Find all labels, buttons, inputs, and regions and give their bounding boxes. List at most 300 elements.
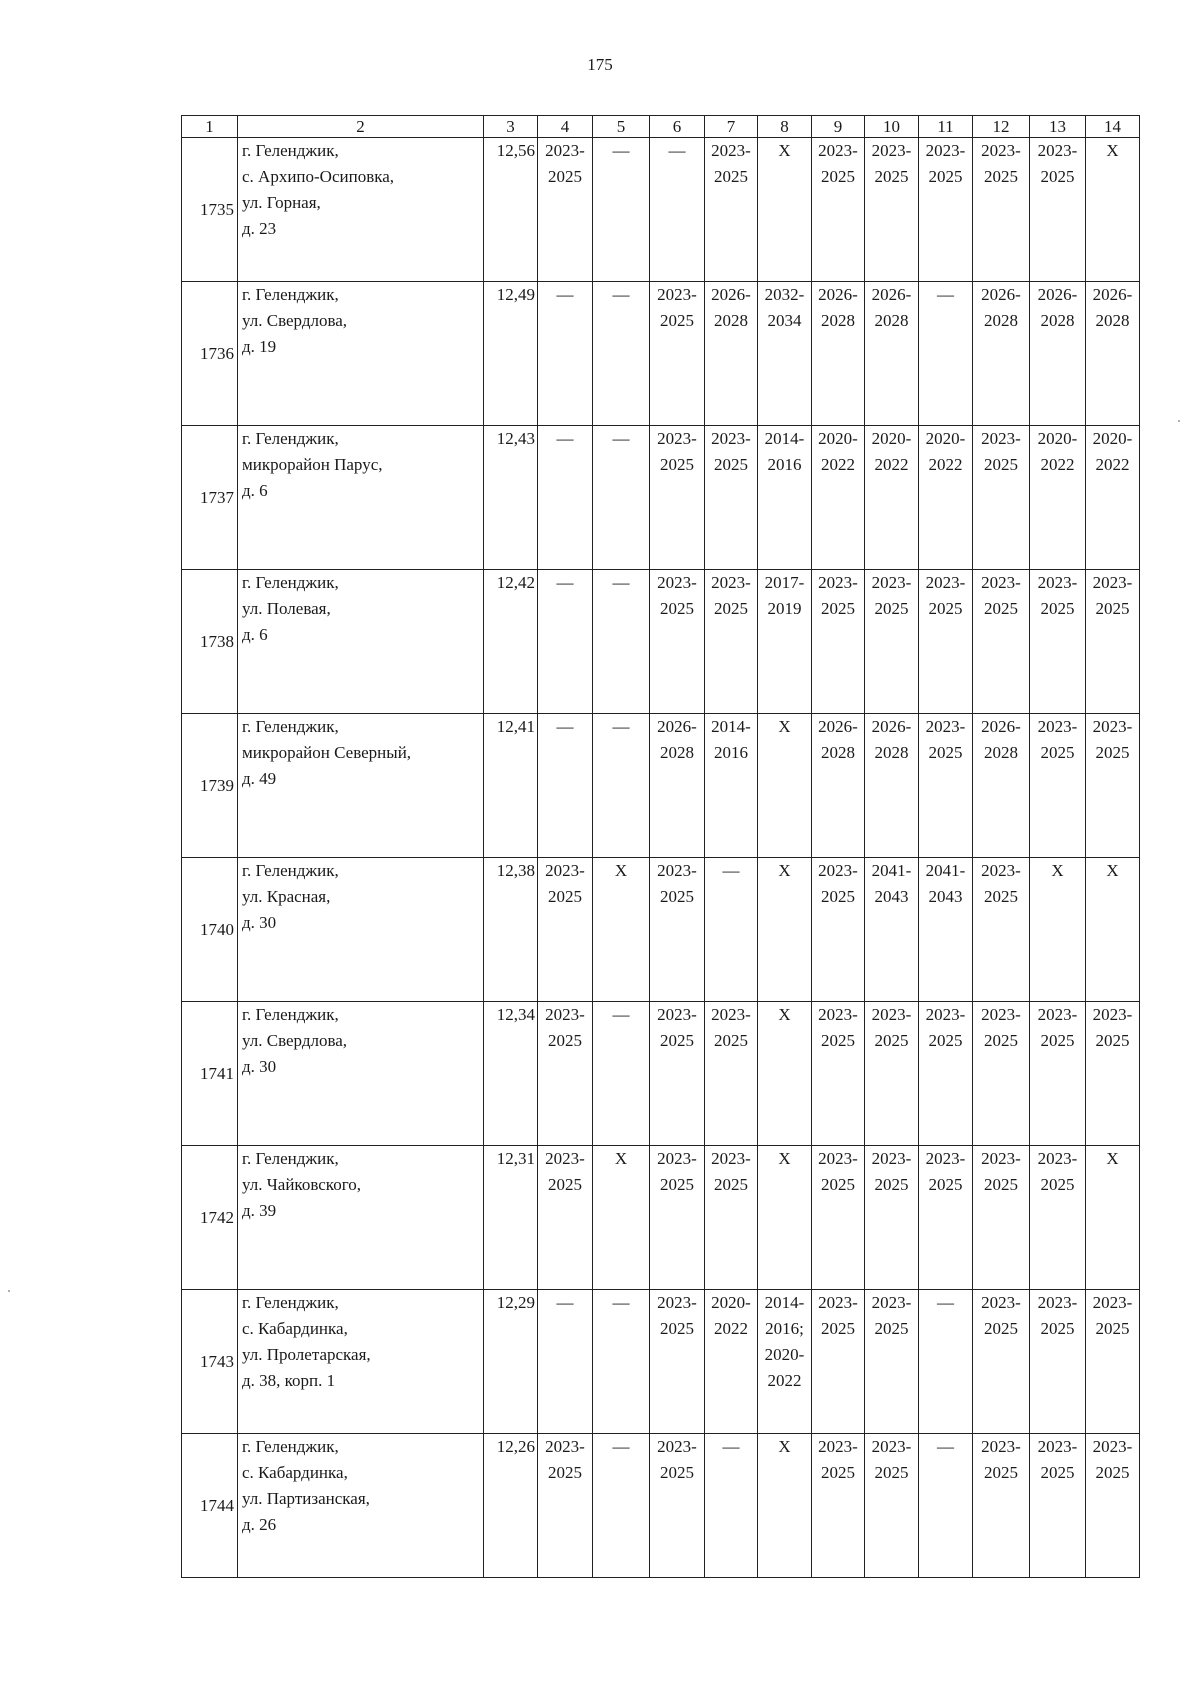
period-cell <box>593 1146 650 1290</box>
address-line: д. 26 <box>242 1515 277 1534</box>
period-line: 2025 <box>928 1031 963 1050</box>
period-line: 2023- <box>545 1005 585 1024</box>
period-line: 2025 <box>1095 743 1130 762</box>
period-cell <box>1030 282 1086 426</box>
address-line: г. Геленджик, <box>242 717 339 736</box>
period-line: 2025 <box>1040 1319 1075 1338</box>
period-line: 2025 <box>1095 1031 1130 1050</box>
period-cell <box>1086 858 1140 1002</box>
period-line: 2028 <box>1095 311 1130 330</box>
period-line: 2023- <box>545 1149 585 1168</box>
address-line: д. 38, корп. 1 <box>242 1371 336 1390</box>
period-line: 2025 <box>984 167 1018 186</box>
period-line: 2023- <box>818 141 858 160</box>
period-line: 2023- <box>981 429 1021 448</box>
period-cell <box>812 426 865 570</box>
period-line: 2023- <box>871 141 912 160</box>
period-cell <box>865 714 919 858</box>
period-cell <box>865 1146 919 1290</box>
period-line: 2025 <box>548 167 582 186</box>
period-line: 2023- <box>1092 1005 1133 1024</box>
period-line: 2023- <box>818 1149 858 1168</box>
period-cell <box>812 282 865 426</box>
period-line: 2023- <box>981 141 1021 160</box>
table-row <box>182 138 1140 282</box>
period-cell <box>593 858 650 1002</box>
address-line: д. 23 <box>242 219 277 238</box>
period-cell <box>973 1146 1030 1290</box>
period-cell <box>1030 138 1086 282</box>
period-line: 2023- <box>711 429 751 448</box>
period-line: 2022 <box>1095 455 1130 474</box>
address-line: с. Кабардинка, <box>242 1463 348 1482</box>
row-number: 1744 <box>182 1434 238 1578</box>
period-cell <box>865 570 919 714</box>
area-cell: 12,43 <box>484 426 538 570</box>
period-cell <box>758 714 812 858</box>
period-line: 2028 <box>874 743 909 762</box>
period-line: 2025 <box>1040 599 1075 618</box>
period-line: 2023- <box>981 1437 1021 1456</box>
period-line: 2025 <box>874 1319 909 1338</box>
period-line: 2025 <box>821 1031 855 1050</box>
period-line: 2023- <box>818 1293 858 1312</box>
table-row <box>182 282 1140 426</box>
period-cell <box>919 1002 973 1146</box>
period-line: 2025 <box>660 1319 694 1338</box>
period-cell <box>865 858 919 1002</box>
period-line: 2023- <box>657 285 697 304</box>
period-line: 2025 <box>1040 743 1075 762</box>
period-line: — <box>612 717 630 736</box>
period-cell <box>538 1146 593 1290</box>
period-cell <box>705 282 758 426</box>
period-line: Х <box>778 717 791 736</box>
period-line: 2025 <box>660 311 694 330</box>
column-header: 2 <box>238 116 484 138</box>
period-cell <box>919 1434 973 1578</box>
period-line: 2025 <box>714 599 748 618</box>
period-cell <box>973 1434 1030 1578</box>
period-line: — <box>612 429 630 448</box>
period-line: — <box>937 285 954 304</box>
period-line: 2016; <box>765 1319 804 1338</box>
period-cell <box>812 1434 865 1578</box>
period-cell <box>758 138 812 282</box>
period-line: 2041- <box>925 861 966 880</box>
period-cell <box>865 1002 919 1146</box>
period-line: 2023- <box>925 1149 966 1168</box>
period-cell <box>650 714 705 858</box>
period-cell <box>919 858 973 1002</box>
address-line: ул. Красная, <box>242 887 331 906</box>
column-header: 6 <box>650 116 705 138</box>
column-header: 9 <box>812 116 865 138</box>
row-number: 1737 <box>182 426 238 570</box>
column-header: 14 <box>1086 116 1140 138</box>
column-header: 11 <box>919 116 973 138</box>
period-line: 2023- <box>1037 573 1078 592</box>
period-cell <box>650 570 705 714</box>
period-cell <box>758 1434 812 1578</box>
period-line: 2023- <box>657 1293 697 1312</box>
period-cell <box>705 858 758 1002</box>
period-cell <box>919 1146 973 1290</box>
period-line: 2016 <box>714 743 748 762</box>
period-line: 2017- <box>764 573 805 592</box>
period-cell <box>593 282 650 426</box>
period-cell <box>1086 714 1140 858</box>
period-line: 2026- <box>871 717 912 736</box>
period-line: 2028 <box>821 311 855 330</box>
period-line: 2020- <box>1037 429 1078 448</box>
table-row <box>182 1434 1140 1578</box>
period-line: — <box>722 861 740 880</box>
period-cell <box>973 138 1030 282</box>
period-line: 2025 <box>984 1031 1018 1050</box>
period-cell <box>973 858 1030 1002</box>
row-number: 1741 <box>182 1002 238 1146</box>
address-line: д. 19 <box>242 337 277 356</box>
period-line: 2023- <box>657 573 697 592</box>
area-cell: 12,34 <box>484 1002 538 1146</box>
period-line: 2025 <box>714 167 748 186</box>
period-line: 2025 <box>660 887 694 906</box>
address-cell <box>238 426 484 570</box>
period-line: 2023- <box>981 1005 1021 1024</box>
row-number: 1742 <box>182 1146 238 1290</box>
area-cell: 12,31 <box>484 1146 538 1290</box>
period-line: 2023- <box>657 861 697 880</box>
table-row <box>182 714 1140 858</box>
period-line: Х <box>778 861 791 880</box>
address-cell <box>238 714 484 858</box>
area-cell: 12,49 <box>484 282 538 426</box>
period-cell <box>538 426 593 570</box>
period-line: 2025 <box>874 1031 909 1050</box>
period-line: 2028 <box>1040 311 1075 330</box>
period-line: 2025 <box>928 743 963 762</box>
period-line: 2025 <box>1040 1031 1075 1050</box>
period-line: 2043 <box>928 887 963 906</box>
period-cell <box>812 570 865 714</box>
period-line: — <box>612 1293 630 1312</box>
period-line: 2023- <box>1037 1293 1078 1312</box>
period-cell <box>1030 858 1086 1002</box>
column-header: 8 <box>758 116 812 138</box>
period-cell <box>1086 1002 1140 1146</box>
period-line: 2014- <box>711 717 751 736</box>
period-line: 2025 <box>821 599 855 618</box>
period-line: 2023- <box>818 1437 858 1456</box>
period-line: 2020- <box>764 1345 805 1364</box>
period-cell <box>1030 1002 1086 1146</box>
period-line: 2023- <box>1092 573 1133 592</box>
period-line: 2026- <box>818 285 858 304</box>
period-line: Х <box>1106 141 1119 160</box>
period-line: 2026- <box>711 285 751 304</box>
period-line: 2022 <box>1040 455 1075 474</box>
period-line: 2025 <box>660 1463 694 1482</box>
period-line: 2025 <box>660 1031 694 1050</box>
period-cell <box>812 858 865 1002</box>
period-cell <box>650 1146 705 1290</box>
period-cell <box>538 282 593 426</box>
column-header: 1 <box>182 116 238 138</box>
period-line: — <box>556 1293 574 1312</box>
period-line: 2023- <box>657 429 697 448</box>
period-cell <box>812 1290 865 1434</box>
period-cell <box>650 858 705 1002</box>
period-line: Х <box>614 1149 628 1168</box>
area-cell: 12,29 <box>484 1290 538 1434</box>
period-line: 2023- <box>1037 1437 1078 1456</box>
period-line: 2026- <box>1092 285 1133 304</box>
period-cell <box>973 1002 1030 1146</box>
period-cell <box>812 1002 865 1146</box>
period-line: — <box>668 141 686 160</box>
period-line: 2025 <box>1095 1319 1130 1338</box>
row-number: 1738 <box>182 570 238 714</box>
period-cell <box>705 1290 758 1434</box>
column-header: 4 <box>538 116 593 138</box>
period-cell <box>865 426 919 570</box>
address-line: ул. Полевая, <box>242 599 331 618</box>
address-line: д. 30 <box>242 1057 277 1076</box>
row-number: 1740 <box>182 858 238 1002</box>
period-line: 2022 <box>767 1371 802 1390</box>
period-cell <box>812 1146 865 1290</box>
address-line: ул. Партизанская, <box>242 1489 370 1508</box>
address-line: ул. Горная, <box>242 193 321 212</box>
period-line: 2023- <box>981 573 1021 592</box>
period-line: 2023- <box>871 1149 912 1168</box>
period-line: 2025 <box>821 887 855 906</box>
period-line: 2023- <box>818 1005 858 1024</box>
period-cell <box>973 570 1030 714</box>
period-cell <box>758 1290 812 1434</box>
header-row <box>182 116 1140 138</box>
period-line: 2028 <box>874 311 909 330</box>
period-line: 2025 <box>548 1463 582 1482</box>
period-line: 2014- <box>764 429 805 448</box>
column-header: 13 <box>1030 116 1086 138</box>
period-cell <box>593 138 650 282</box>
period-cell <box>538 1290 593 1434</box>
period-cell <box>1086 282 1140 426</box>
address-line: д. 6 <box>242 625 268 644</box>
period-line: 2025 <box>660 1175 694 1194</box>
address-cell <box>238 858 484 1002</box>
period-line: 2043 <box>874 887 909 906</box>
period-line: 2023- <box>1092 1293 1133 1312</box>
table-body <box>182 138 1140 1578</box>
period-cell <box>650 1434 705 1578</box>
period-cell <box>865 282 919 426</box>
period-line: Х <box>1106 1149 1119 1168</box>
table-row <box>182 426 1140 570</box>
period-line: 2032- <box>764 285 805 304</box>
period-line: 2023- <box>871 1005 912 1024</box>
period-cell <box>1030 1290 1086 1434</box>
period-line: 2025 <box>874 599 909 618</box>
period-cell <box>973 714 1030 858</box>
period-line: 2025 <box>714 1175 748 1194</box>
period-line: 2025 <box>1040 1463 1075 1482</box>
period-cell <box>919 570 973 714</box>
period-cell <box>538 570 593 714</box>
address-cell <box>238 1290 484 1434</box>
period-cell <box>650 1290 705 1434</box>
period-line: 2028 <box>660 743 694 762</box>
table-row <box>182 1146 1140 1290</box>
period-cell <box>1086 1146 1140 1290</box>
period-line: 2026- <box>818 717 858 736</box>
row-number: 1736 <box>182 282 238 426</box>
scan-speck <box>1178 420 1180 422</box>
period-line: 2025 <box>874 167 909 186</box>
period-line: 2025 <box>928 1175 963 1194</box>
period-line: 2025 <box>984 1463 1018 1482</box>
address-line: д. 6 <box>242 481 268 500</box>
period-cell <box>705 1146 758 1290</box>
period-line: 2022 <box>928 455 963 474</box>
period-line: 2025 <box>874 1463 909 1482</box>
column-header: 12 <box>973 116 1030 138</box>
period-cell <box>758 282 812 426</box>
table-row <box>182 1002 1140 1146</box>
period-line: 2023- <box>1092 1437 1133 1456</box>
period-cell <box>538 858 593 1002</box>
period-cell <box>1030 1434 1086 1578</box>
scan-speck <box>8 1290 10 1292</box>
period-line: — <box>612 1437 630 1456</box>
period-line: 2025 <box>714 1031 748 1050</box>
period-line: 2023- <box>925 1005 966 1024</box>
period-line: 2028 <box>984 743 1018 762</box>
address-line: г. Геленджик, <box>242 573 339 592</box>
column-header: 10 <box>865 116 919 138</box>
period-line: 2014- <box>764 1293 805 1312</box>
period-line: — <box>722 1437 740 1456</box>
period-line: 2023- <box>981 1149 1021 1168</box>
period-line: 2023- <box>545 861 585 880</box>
period-cell <box>812 138 865 282</box>
period-line: — <box>937 1293 954 1312</box>
period-cell <box>812 714 865 858</box>
period-line: 2025 <box>928 599 963 618</box>
period-line: 2025 <box>984 1175 1018 1194</box>
period-line: 2026- <box>981 285 1021 304</box>
period-cell <box>1030 714 1086 858</box>
period-line: 2020- <box>818 429 858 448</box>
period-cell <box>919 426 973 570</box>
period-cell <box>758 426 812 570</box>
period-line: 2023- <box>711 573 751 592</box>
period-line: 2026- <box>871 285 912 304</box>
period-cell <box>593 1434 650 1578</box>
period-line: 2023- <box>545 141 585 160</box>
period-line: 2023- <box>925 573 966 592</box>
period-line: 2023- <box>925 141 966 160</box>
period-cell <box>758 570 812 714</box>
period-cell <box>1030 570 1086 714</box>
period-line: 2026- <box>981 717 1021 736</box>
column-header: 7 <box>705 116 758 138</box>
period-line: 2023- <box>545 1437 585 1456</box>
area-cell: 12,41 <box>484 714 538 858</box>
address-line: ул. Чайковского, <box>242 1175 361 1194</box>
period-line: 2019 <box>767 599 802 618</box>
period-line: — <box>612 1005 630 1024</box>
area-cell: 12,42 <box>484 570 538 714</box>
address-line: г. Геленджик, <box>242 429 339 448</box>
period-line: 2028 <box>984 311 1018 330</box>
area-cell: 12,56 <box>484 138 538 282</box>
address-line: ул. Свердлова, <box>242 311 348 330</box>
period-line: 2026- <box>657 717 697 736</box>
period-line: — <box>556 573 574 592</box>
period-cell <box>1086 426 1140 570</box>
period-cell <box>919 282 973 426</box>
period-line: 2023- <box>1037 717 1078 736</box>
period-line: 2025 <box>821 167 855 186</box>
period-cell <box>1030 426 1086 570</box>
period-line: 2041- <box>871 861 912 880</box>
period-line: — <box>612 573 630 592</box>
address-line: микрорайон Парус, <box>242 455 383 474</box>
period-line: 2016 <box>767 455 802 474</box>
page-number: 175 <box>587 55 613 74</box>
period-cell <box>1086 138 1140 282</box>
table-row <box>182 570 1140 714</box>
column-header: 3 <box>484 116 538 138</box>
period-line: — <box>556 717 574 736</box>
period-line: 2025 <box>1095 1463 1130 1482</box>
period-line: 2025 <box>548 1175 582 1194</box>
row-number: 1739 <box>182 714 238 858</box>
period-cell <box>919 138 973 282</box>
period-line: 2025 <box>984 1319 1018 1338</box>
row-number: 1743 <box>182 1290 238 1434</box>
period-line: 2023- <box>711 141 751 160</box>
period-line: 2020- <box>925 429 966 448</box>
period-cell <box>919 1290 973 1434</box>
period-line: 2023- <box>871 573 912 592</box>
period-cell <box>865 1434 919 1578</box>
period-line: 2023- <box>981 861 1021 880</box>
period-line: 2026- <box>1037 285 1078 304</box>
period-cell <box>705 426 758 570</box>
period-cell <box>865 1290 919 1434</box>
period-line: 2020- <box>711 1293 751 1312</box>
period-line: Х <box>778 1437 791 1456</box>
row-number: 1735 <box>182 138 238 282</box>
period-cell <box>538 138 593 282</box>
period-line: 2023- <box>818 861 858 880</box>
period-line: 2025 <box>821 1175 855 1194</box>
period-line: 2025 <box>928 167 963 186</box>
period-line: 2022 <box>714 1319 748 1338</box>
period-line: 2028 <box>714 311 748 330</box>
period-cell <box>1030 1146 1086 1290</box>
address-line: микрорайон Северный, <box>242 743 412 762</box>
address-line: г. Геленджик, <box>242 1437 339 1456</box>
address-line: ул. Пролетарская, <box>242 1345 371 1364</box>
period-cell <box>973 426 1030 570</box>
period-cell <box>973 1290 1030 1434</box>
period-line: — <box>612 141 630 160</box>
